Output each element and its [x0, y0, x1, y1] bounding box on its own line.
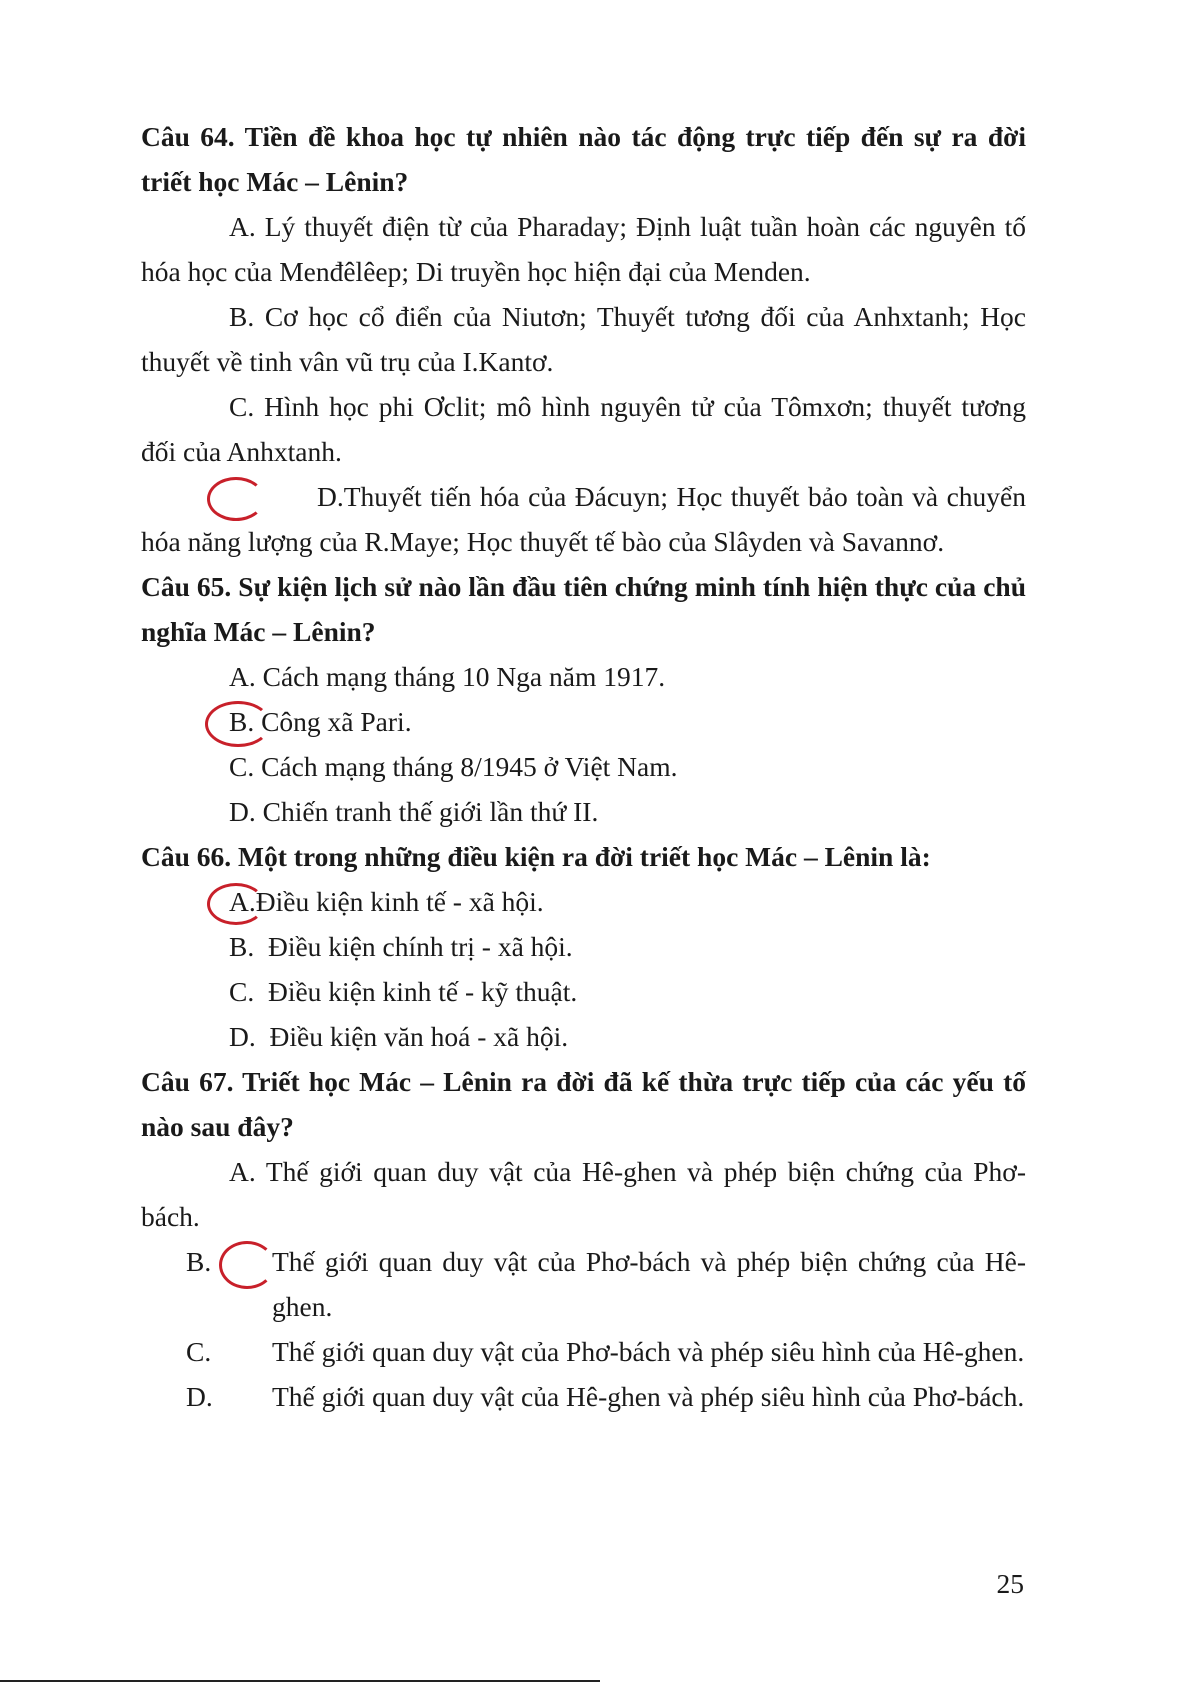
question-65-option-a: A. Cách mạng tháng 10 Nga năm 1917.	[229, 661, 666, 692]
answer-circle-mark	[207, 477, 265, 521]
question-65-option-d: D. Chiến tranh thế giới lần thứ II.	[229, 796, 599, 827]
answer-circle-mark	[219, 1241, 275, 1289]
question-66-option-a: A.Điều kiện kinh tế - xã hội.	[141, 879, 1026, 924]
question-66-option-b: B. Điều kiện chính trị - xã hội.	[229, 931, 573, 962]
question-64-title: Câu 64. Tiền đề khoa học tự nhiên nào tác động trực tiếp đến sự ra đời triết học Mác – Lênin?	[141, 121, 1026, 197]
question-66-option-c: C. Điều kiện kinh tế - kỹ thuật.	[229, 976, 578, 1007]
bottom-divider	[0, 1680, 600, 1682]
question-65-option-b: B. Công xã Pari.	[141, 699, 1026, 744]
question-67-title: Câu 67. Triết học Mác – Lênin ra đời đã kế thừa trực tiếp của các yếu tố nào sau đây?	[141, 1066, 1026, 1142]
question-66-option-d: D. Điều kiện văn hoá - xã hội.	[229, 1021, 569, 1052]
question-65-option-c: C. Cách mạng tháng 8/1945 ở Việt Nam.	[229, 751, 678, 782]
question-64-option-c: C. Hình học phi Ơclit; mô hình nguyên tử của Tômxơn; thuyết tương đối của Anhxtanh.	[141, 391, 1026, 467]
page-content	[141, 114, 1026, 1419]
question-67-option-c: C. Thế giới quan duy vật của Phơ-bách và phép siêu hình của Hê-ghen.	[186, 1336, 1025, 1367]
question-64-option-d: D.Thuyết tiến hóa của Đácuyn; Học thuyết bảo toàn và chuyển hóa năng lượng của R.Maye; Học thuyết tế bào của Slâyden và Savannơ.	[141, 474, 1026, 564]
question-64-option-a: A. Lý thuyết điện từ của Pharaday; Định luật tuần hoàn các nguyên tố hóa học của Menđêlêep; Di truyền học hiện đại của Menden.	[141, 211, 1026, 287]
question-67-option-a: A. Thế giới quan duy vật của Hê-ghen và phép biện chứng của Phơ-bách.	[141, 1156, 1026, 1232]
question-67-option-d: D. Thế giới quan duy vật của Hê-ghen và phép siêu hình của Phơ-bách.	[186, 1381, 1025, 1412]
question-66-title: Câu 66. Một trong những điều kiện ra đời triết học Mác – Lênin là:	[141, 841, 931, 872]
question-65-title: Câu 65. Sự kiện lịch sử nào lần đầu tiên chứng minh tính hiện thực của chủ nghĩa Mác – Lênin?	[141, 571, 1026, 647]
page-number: 25	[996, 1568, 1024, 1599]
question-64-option-b: B. Cơ học cổ điển của Niutơn; Thuyết tương đối của Anhxtanh; Học thuyết về tinh vân vũ trụ của I.Kantơ.	[141, 301, 1027, 377]
question-67-option-b: B. Thế giới quan duy vật của Phơ-bách và phép biện chứng của Hê-ghen.	[141, 1239, 1026, 1329]
